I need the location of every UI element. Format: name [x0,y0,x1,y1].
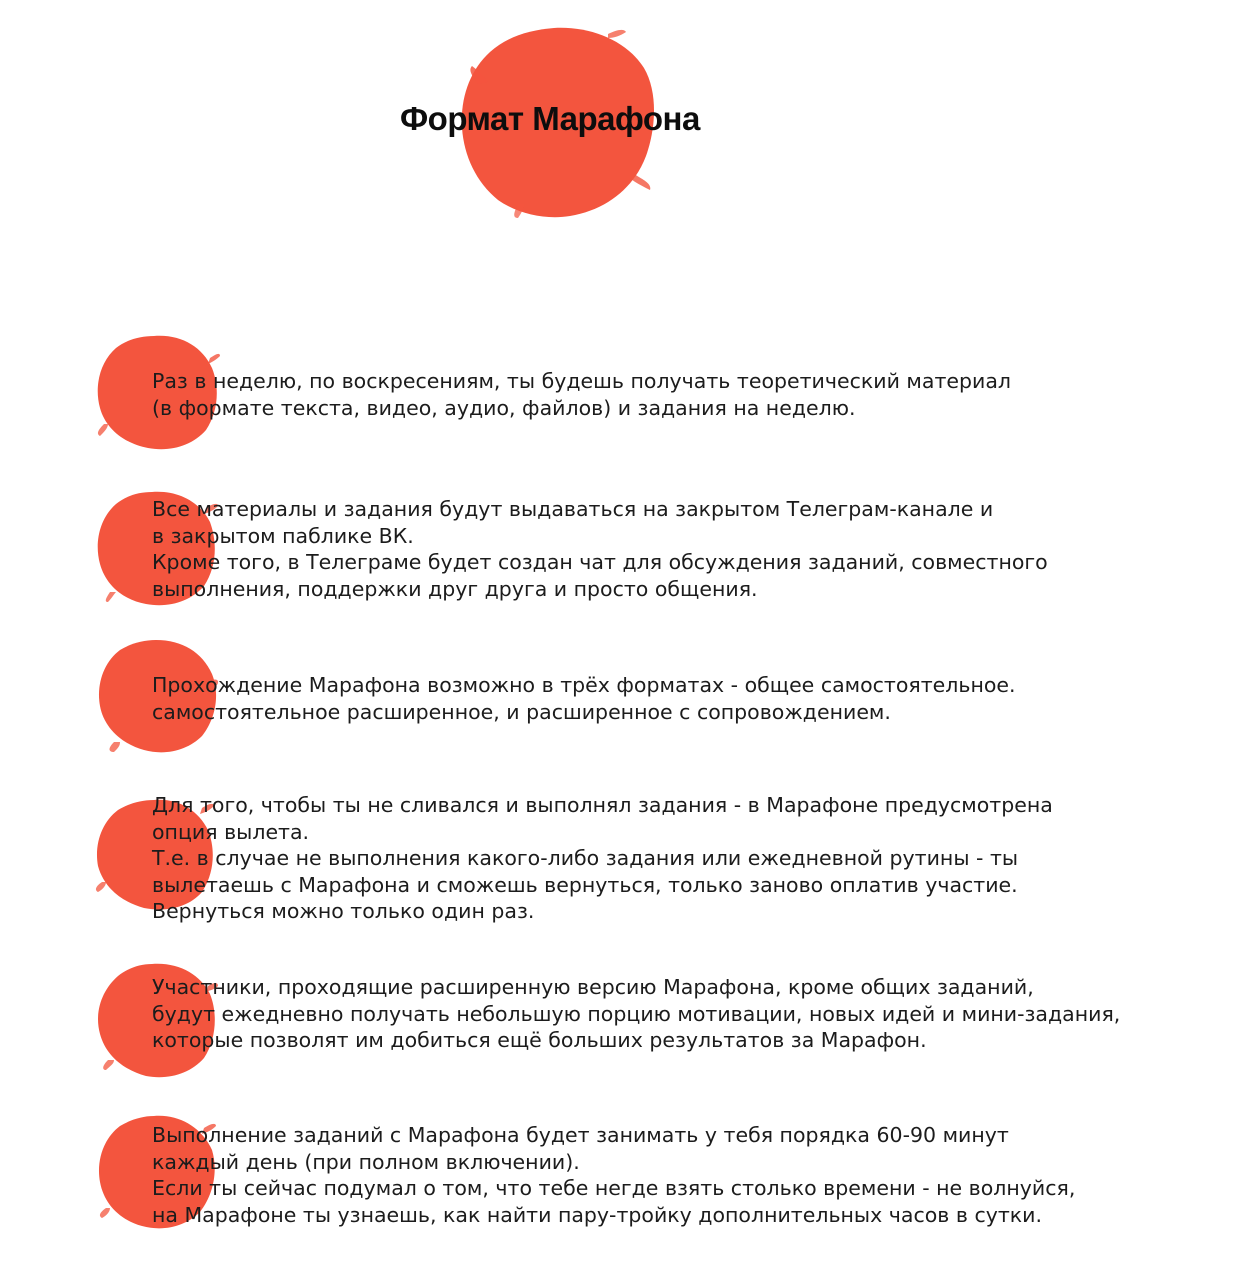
text-line: самостоятельное расширенное, и расширенное с сопровождением. [152,699,891,724]
text-line: на Марафоне ты узнаешь, как найти пару-тройку дополнительных часов в сутки. [152,1202,1043,1227]
text-line: (в формате текста, видео, аудио, файлов) и задания на неделю. [152,395,856,420]
text-line: выполнения, поддержки друг друга и просто общения. [152,576,758,601]
list-item-text [152,792,1053,925]
text-line: будут ежедневно получать небольшую порцию мотивации, новых идей и мини-задания, [152,1001,1121,1026]
list-item-text [152,672,1016,725]
text-line: в закрытом паблике ВК. [152,523,414,548]
text-line: Т.е. в случае не выполнения какого-либо задания или ежедневной рутины - ты [152,846,1019,870]
text-line: Прохождение Марафона возможно в трёх форматах - общее самостоятельное. [152,673,1016,697]
text-line: Кроме того, в Телеграме будет создан чат для обсуждения заданий, совместного [152,550,1048,574]
text-line: Выполнение заданий с Марафона будет занимать у тебя порядка 60-90 минут [152,1123,1009,1147]
text-line: Вернуться можно только один раз. [152,899,535,923]
text-line: которые позволят им добиться ещё больших результатов за Марафон. [152,1028,927,1052]
text-line: Если ты сейчас подумал о том, что тебе негде взять столько времени - не волнуйся, [152,1176,1076,1200]
list-item-text [152,1122,1075,1228]
text-line: каждый день (при полном включении). [152,1149,580,1174]
text-line: опция вылета. [152,819,310,844]
list-item-text [152,496,1048,602]
text-line: Раз в неделю, по воскресениям, ты будешь получать теоретический материал [152,369,1011,393]
page-title: Формат Марафона [400,100,700,137]
list-item-text [152,368,1011,421]
text-line: Участники, проходящие расширенную версию Марафона, кроме общих заданий, [152,975,1034,999]
text-line: Для того, чтобы ты не сливался и выполнял задания - в Марафоне предусмотрена [152,793,1053,817]
text-line: вылетаешь с Марафона и сможешь вернуться, только заново оплатив участие. [152,872,1018,897]
list-item-text [152,974,1120,1054]
text-line: Все материалы и задания будут выдаваться на закрытом Телеграм-канале и [152,497,994,521]
